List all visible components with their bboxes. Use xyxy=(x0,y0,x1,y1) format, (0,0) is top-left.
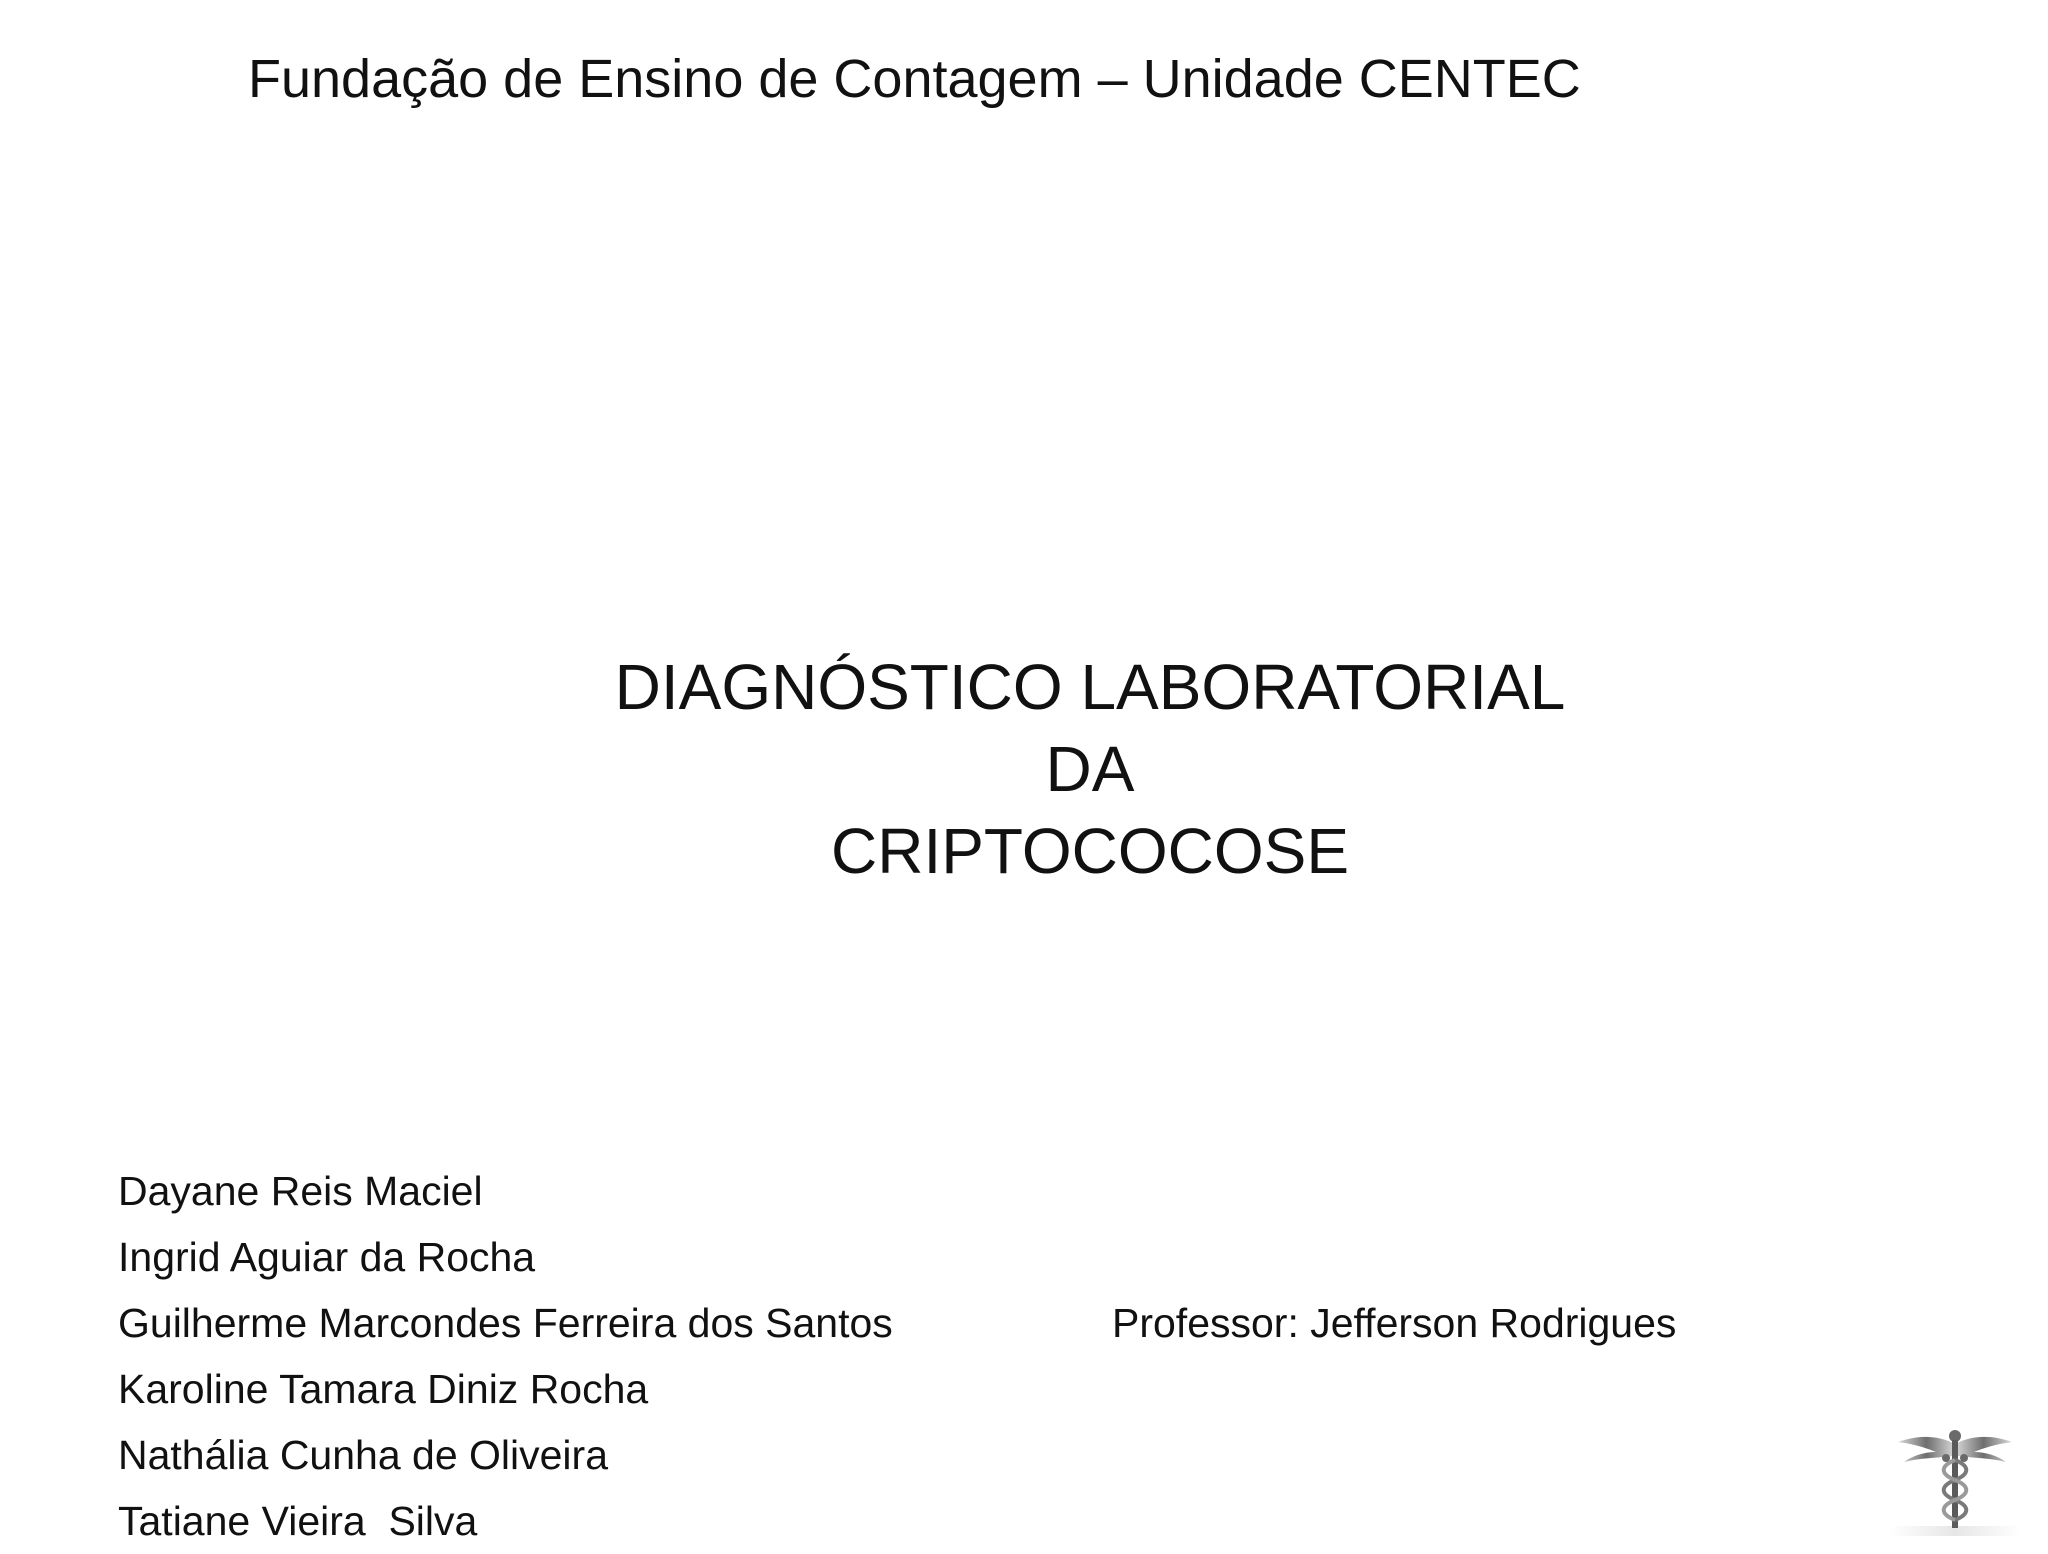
author-list xyxy=(118,1158,893,1554)
author-name: Nathália Cunha de Oliveira xyxy=(118,1432,608,1478)
title-line-3: CRIPTOCOCOSE xyxy=(831,815,1349,887)
title-line-2: DA xyxy=(1045,733,1135,805)
caduceus-icon xyxy=(1890,1422,2020,1536)
author-name: Dayane Reis Maciel xyxy=(118,1168,483,1214)
presentation-title xyxy=(560,646,1620,892)
professor-label: Professor: Jefferson Rodrigues xyxy=(1112,1300,1677,1346)
author-name: Ingrid Aguiar da Rocha xyxy=(118,1234,536,1280)
author-name: Karoline Tamara Diniz Rocha xyxy=(118,1366,649,1412)
title-line-1: DIAGNÓSTICO LABORATORIAL xyxy=(614,651,1566,723)
author-name: Tatiane Vieira Silva xyxy=(118,1498,478,1544)
author-name: Guilherme Marcondes Ferreira dos Santos xyxy=(118,1300,893,1346)
institution-header: Fundação de Ensino de Contagem – Unidade CENTEC xyxy=(248,49,1581,109)
